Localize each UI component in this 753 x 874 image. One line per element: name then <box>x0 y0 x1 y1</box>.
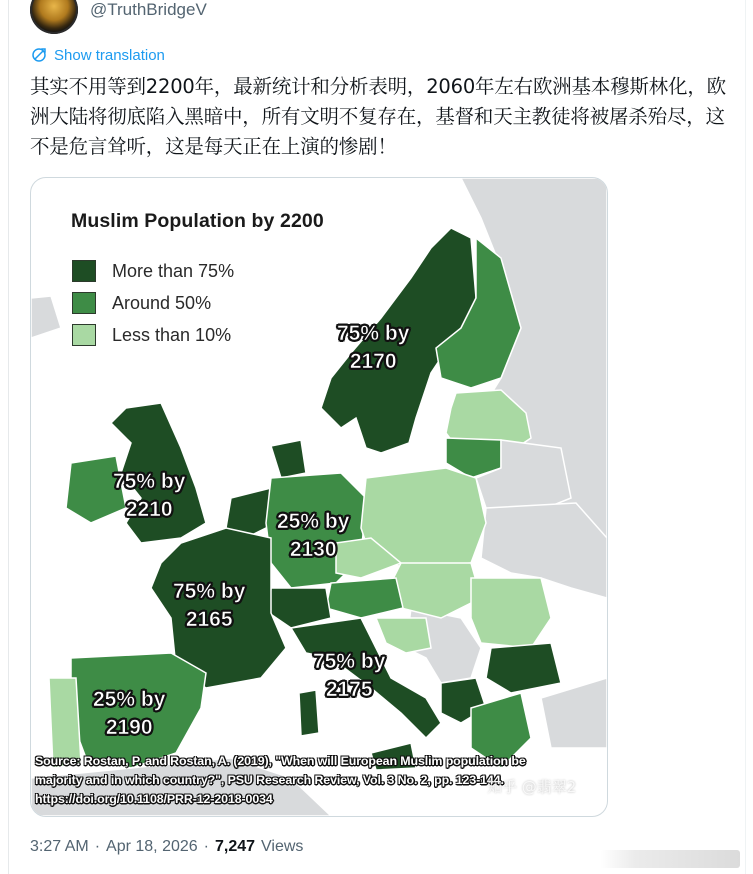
tweet-text: 其实不用等到2200年，最新统计和分析表明，2060年左右欧洲基本穆斯林化，欧洲大陆将彻底陷入黑暗中，所有文明不复存在，基督和天主教徒将被屠杀殆尽，这不是危言耸听，这是每天正在上演的惨剧！ <box>30 75 726 158</box>
legend-label: Less than 10% <box>112 324 232 345</box>
map-bulgaria <box>486 643 561 693</box>
map-label-line: 75% by <box>113 470 186 493</box>
user-handle[interactable]: @TruthBridgeV <box>90 0 207 19</box>
tweet-meta <box>30 838 303 856</box>
map-source-line: majority and in which country?", PSU Research Review, Vol. 3 No. 2, pp. 123-144. <box>35 773 504 787</box>
map-label-line: 2170 <box>349 350 397 373</box>
meta-separator: · <box>94 838 101 855</box>
legend-item-medium <box>72 292 211 314</box>
legend-swatch-light <box>72 324 96 346</box>
views-count: 7,247 <box>214 838 256 855</box>
legend-label: Around 50% <box>112 292 212 313</box>
map-label-line: 75% by <box>337 322 410 345</box>
map-label-germany <box>277 508 349 564</box>
map-source-line: https://doi.org/10.1108/PRR-12-2018-0034 <box>35 792 273 806</box>
map-source-line: Source: Rostan, P. and Rostan, A. (2019), "When will European Muslim population be <box>35 754 526 768</box>
watermark: 知乎 @翡翠2 <box>487 778 577 796</box>
map-label-line: 75% by <box>173 580 246 603</box>
map-label-spain <box>93 686 165 742</box>
map-label-line: 75% by <box>313 650 386 673</box>
map-label-france <box>173 578 245 634</box>
legend-item-light <box>72 324 231 346</box>
timeline-right-border <box>745 0 746 874</box>
avatar[interactable] <box>30 0 78 34</box>
map-label-uk <box>113 468 185 524</box>
tweet-time[interactable]: 3:27 AM <box>30 838 89 855</box>
legend-label: More than 75% <box>112 260 235 281</box>
map-label-line: 2175 <box>325 678 373 701</box>
map-label-sweden <box>337 320 409 376</box>
bottom-overlay <box>600 850 740 868</box>
map-label-line: 25% by <box>277 510 350 533</box>
translate-icon <box>30 46 48 64</box>
map-title: Muslim Population by 2200 <box>71 210 324 232</box>
map-label-line: 2210 <box>125 498 173 521</box>
legend-item-dark <box>72 260 234 282</box>
meta-separator: · <box>203 838 209 855</box>
tweet-image[interactable] <box>30 177 608 817</box>
map-label-line: 25% by <box>93 688 166 711</box>
map-label-line: 2190 <box>105 716 153 739</box>
show-translation-label: Show translation <box>54 46 165 64</box>
map-label-line: 2130 <box>289 538 337 561</box>
tweet-date[interactable]: Apr 18, 2026 <box>106 838 198 855</box>
legend-swatch-dark <box>72 260 96 282</box>
legend-swatch-medium <box>72 292 96 314</box>
timeline-left-border <box>8 0 9 874</box>
show-translation-link[interactable] <box>30 46 165 64</box>
views-label: Views <box>261 838 304 855</box>
map-label-italy <box>313 648 385 704</box>
map-label-line: 2165 <box>185 608 233 631</box>
